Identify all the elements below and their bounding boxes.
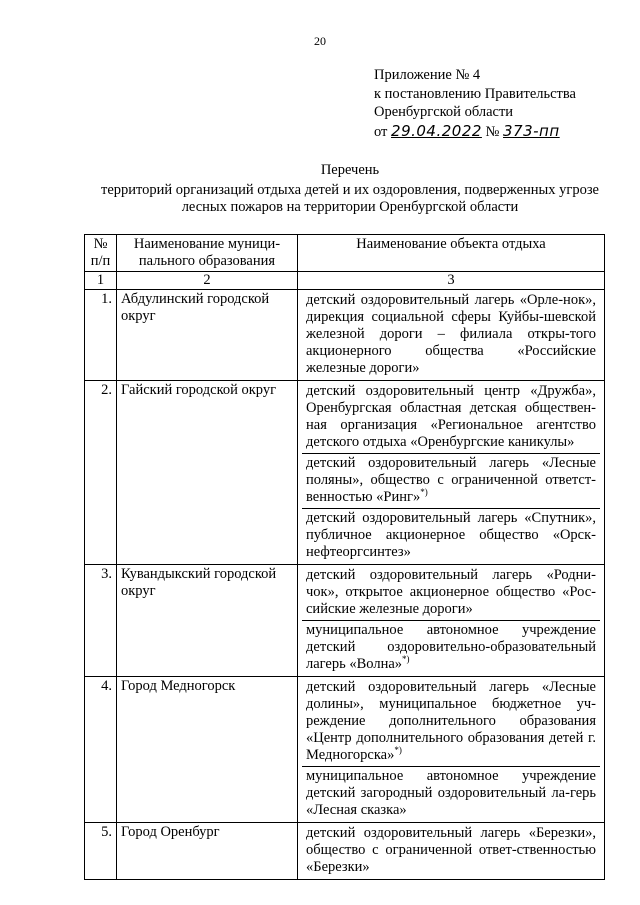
object-text: муниципальное автономное учреждение детский загородный оздоровительный ла-герь «Лесная сказка» — [306, 768, 596, 818]
table-row — [85, 381, 605, 565]
row-number: 4. — [85, 677, 117, 823]
camps-table — [84, 234, 605, 880]
object-cell — [302, 454, 600, 509]
header-number: № п/п — [85, 235, 117, 272]
index-2: 2 — [117, 272, 298, 290]
object-cell — [302, 621, 600, 675]
object-text: детский оздоровительный лагерь «Спутник», публичное акционерное общество «Орск-нефтеоргсинтез» — [306, 510, 596, 560]
row-number: 3. — [85, 565, 117, 677]
appendix-block — [374, 66, 576, 141]
object-text: детский оздоровительный лагерь «Березки», общество с ограниченной ответ-ственностью «Березки» — [306, 825, 596, 875]
row-number: 5. — [85, 823, 117, 880]
from-prefix: от — [374, 123, 392, 140]
row-municipality: Город Оренбург — [117, 823, 298, 880]
object-cell — [302, 509, 600, 563]
row-municipality: Кувандыкский городской округ — [117, 565, 298, 677]
object-text: детский оздоровительный лагерь «Орле-нок», дирекция социальной сферы Куйбы-шевской железной дороги – филиала откры-того акционерного общества «Российские железные дороги» — [306, 292, 596, 376]
object-text: детский оздоровительный лагерь «Родни-чок», открытое акционерное общество «Рос-сийские железные дороги» — [306, 567, 596, 617]
row-number: 1. — [85, 290, 117, 381]
table-row — [85, 677, 605, 823]
table-index-row — [85, 272, 605, 290]
row-objects — [298, 565, 605, 677]
object-text: детский оздоровительный лагерь «Лесные долины», муниципальное бюджетное уч-реждение дополнительного образования «Центр дополнительного образования детей г. Медногорска» — [306, 679, 596, 763]
object-cell — [302, 824, 600, 878]
row-municipality: Абдулинский городской округ — [117, 290, 298, 381]
decree-date: 29.04.2022 — [391, 121, 482, 140]
decree-number: 373-пп — [503, 121, 560, 140]
number-prefix: № — [481, 123, 504, 140]
row-objects — [298, 290, 605, 381]
document-title — [90, 162, 610, 217]
row-number: 2. — [85, 381, 117, 565]
title-description: территорий организаций отдыха детей и их оздоровления, подверженных угрозе лесных пожаров на территории Оренбургской области — [100, 181, 599, 215]
object-cell — [302, 566, 600, 621]
title-heading: Перечень — [320, 162, 380, 178]
appendix-date-line — [374, 122, 576, 142]
table-row — [85, 565, 605, 677]
object-text: детский оздоровительный центр «Дружба», Оренбургская областная детская обществен-ная организация «Региональное агентство детского отдыха «Оренбургские каникулы» — [306, 383, 596, 450]
row-municipality: Город Медногорск — [117, 677, 298, 823]
header-municipality: Наименование муници-пального образования — [117, 235, 298, 272]
object-cell — [302, 767, 600, 821]
index-3: 3 — [298, 272, 605, 290]
footnote-mark: *) — [420, 487, 428, 498]
appendix-title: Приложение № 4 — [374, 67, 481, 83]
row-objects — [298, 677, 605, 823]
row-municipality: Гайский городской округ — [117, 381, 298, 565]
table-row — [85, 823, 605, 880]
table-row — [85, 290, 605, 381]
index-1: 1 — [85, 272, 117, 290]
footnote-mark: *) — [402, 654, 410, 665]
table-header-row — [85, 235, 605, 272]
object-cell — [302, 678, 600, 767]
object-text: детский оздоровительный лагерь «Лесные поляны», общество с ограниченной ответст-венностью «Ринг» — [306, 455, 596, 505]
row-objects — [298, 381, 605, 565]
header-object: Наименование объекта отдыха — [298, 235, 605, 272]
object-cell — [302, 291, 600, 379]
footnote-mark: *) — [394, 745, 402, 756]
appendix-region: Оренбургской области — [374, 104, 514, 120]
appendix-decree: к постановлению Правительства — [374, 85, 576, 102]
page-number: 20 — [314, 34, 326, 48]
row-objects — [298, 823, 605, 880]
object-text: муниципальное автономное учреждение детский оздоровительно-образовательный лагерь «Волна» — [306, 622, 596, 672]
object-cell — [302, 382, 600, 454]
